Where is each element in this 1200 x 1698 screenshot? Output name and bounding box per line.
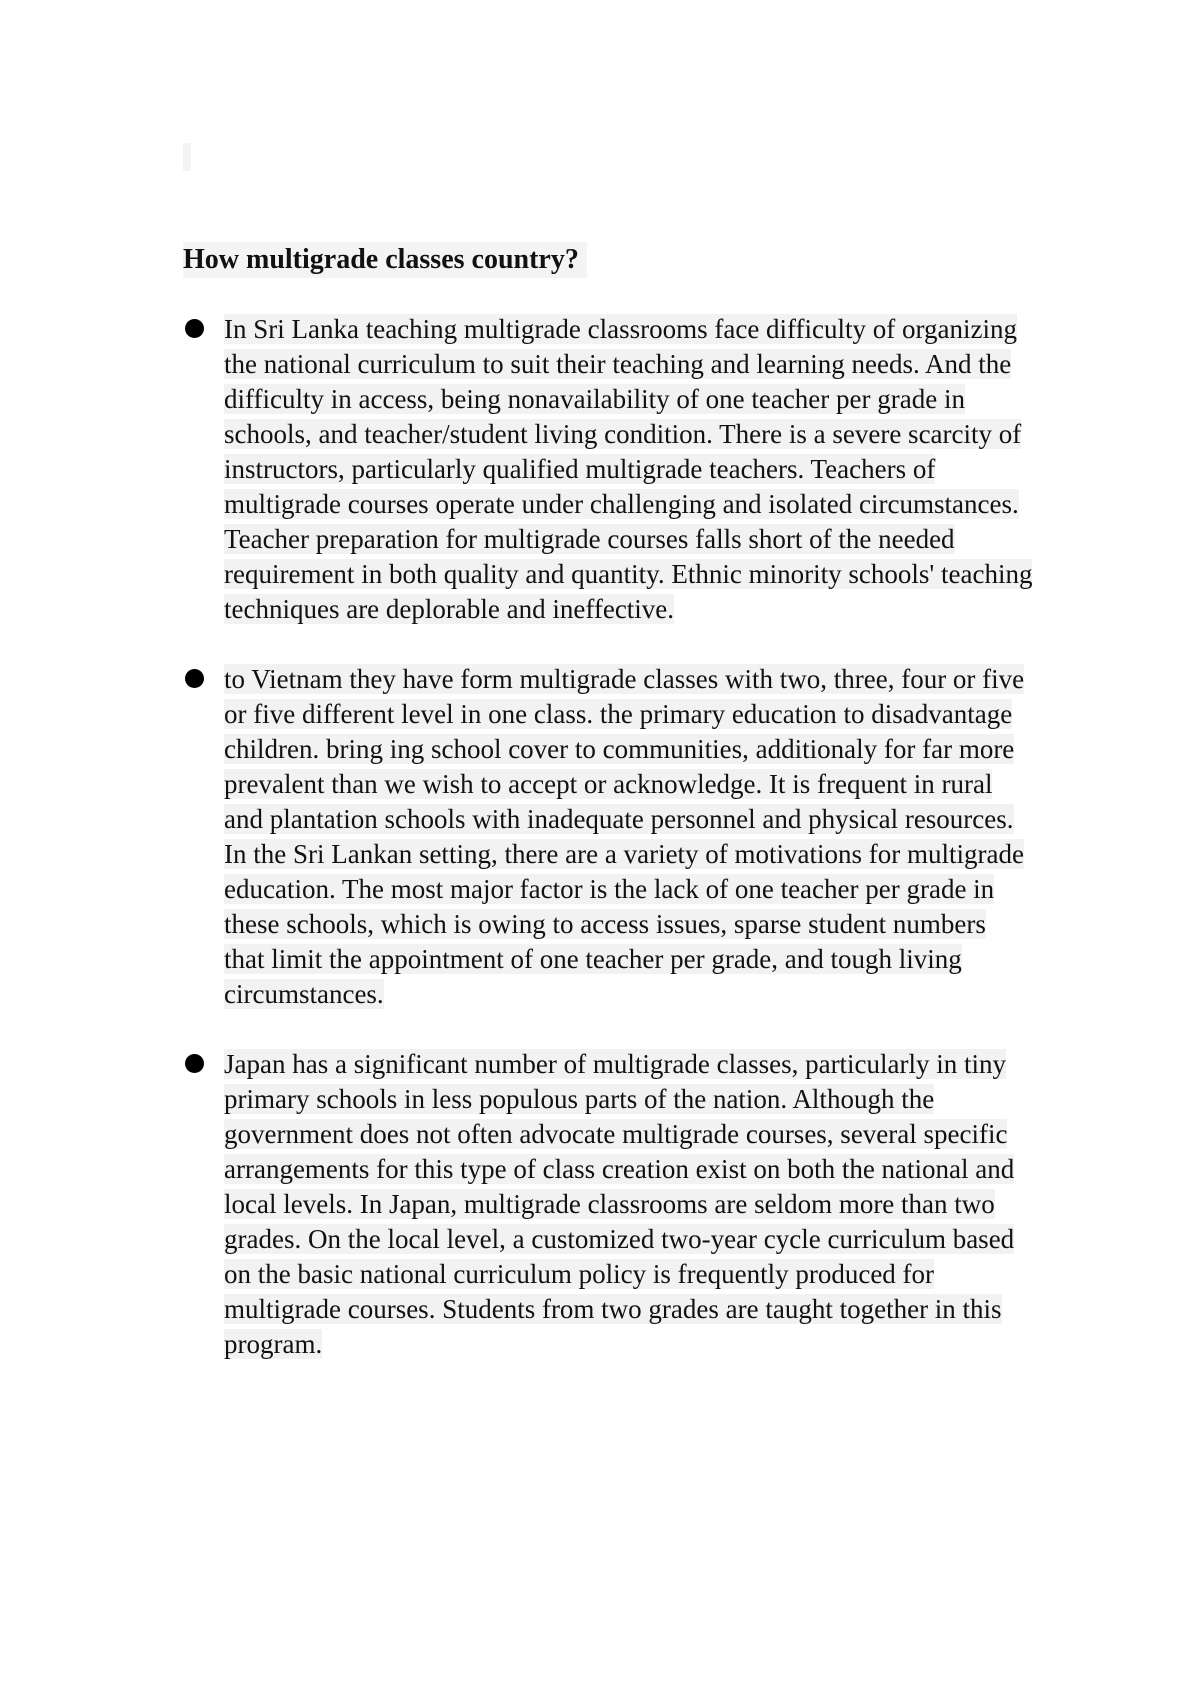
bullet-text: Japan has a significant number of multigrade classes, particularly in tiny primary schools in less populous parts of the nation. Although the government does not often advocate multigrade courses, several specific arrangements for this type of class creation exist on both the national and local levels. In Japan, multigrade classrooms are seldom more than two grades. On the local level, a customized two-year cycle curriculum based on the basic national curriculum policy is frequently produced for multigrade courses. Students from two grades are taught together in this program.: [224, 1049, 1015, 1359]
bullet-dot-icon: [185, 1054, 204, 1073]
bullet-list: [183, 312, 1033, 1397]
highlight-mark: [183, 143, 191, 171]
bullet-dot-icon: [185, 319, 204, 338]
bullet-text: to Vietnam they have form multigrade classes with two, three, four or five or five different level in one class. the primary education to disadvantage children. bring ing school cover to communities, additionaly for far more prevalent than we wish to accept or acknowledge. It is frequent in rural and plantation schools with inadequate personnel and physical resources. In the Sri Lankan setting, there are a variety of motivations for multigrade education. The most major factor is the lack of one teacher per grade in these schools, which is owing to access issues, sparse student numbers that limit the appointment of one teacher per grade, and tough living circumstances.: [224, 664, 1025, 1009]
bullet-dot-icon: [185, 669, 204, 688]
bullet-item-japan: [183, 1047, 1033, 1362]
bullet-item-vietnam: [183, 662, 1033, 1012]
page-heading: How multigrade classes country?: [183, 242, 587, 278]
bullet-text: In Sri Lanka teaching multigrade classrooms face difficulty of organizing the national curriculum to suit their teaching and learning needs. And the difficulty in access, being nonavailability of one teacher per grade in schools, and teacher/student living condition. There is a severe scarcity of instructors, particularly qualified multigrade teachers. Teachers of multigrade courses operate under challenging and isolated circumstances. Teacher preparation for multigrade courses falls short of the needed requirement in both quality and quantity. Ethnic minority schools' teaching techniques are deplorable and ineffective.: [224, 314, 1033, 624]
bullet-item-sri-lanka: [183, 312, 1033, 627]
